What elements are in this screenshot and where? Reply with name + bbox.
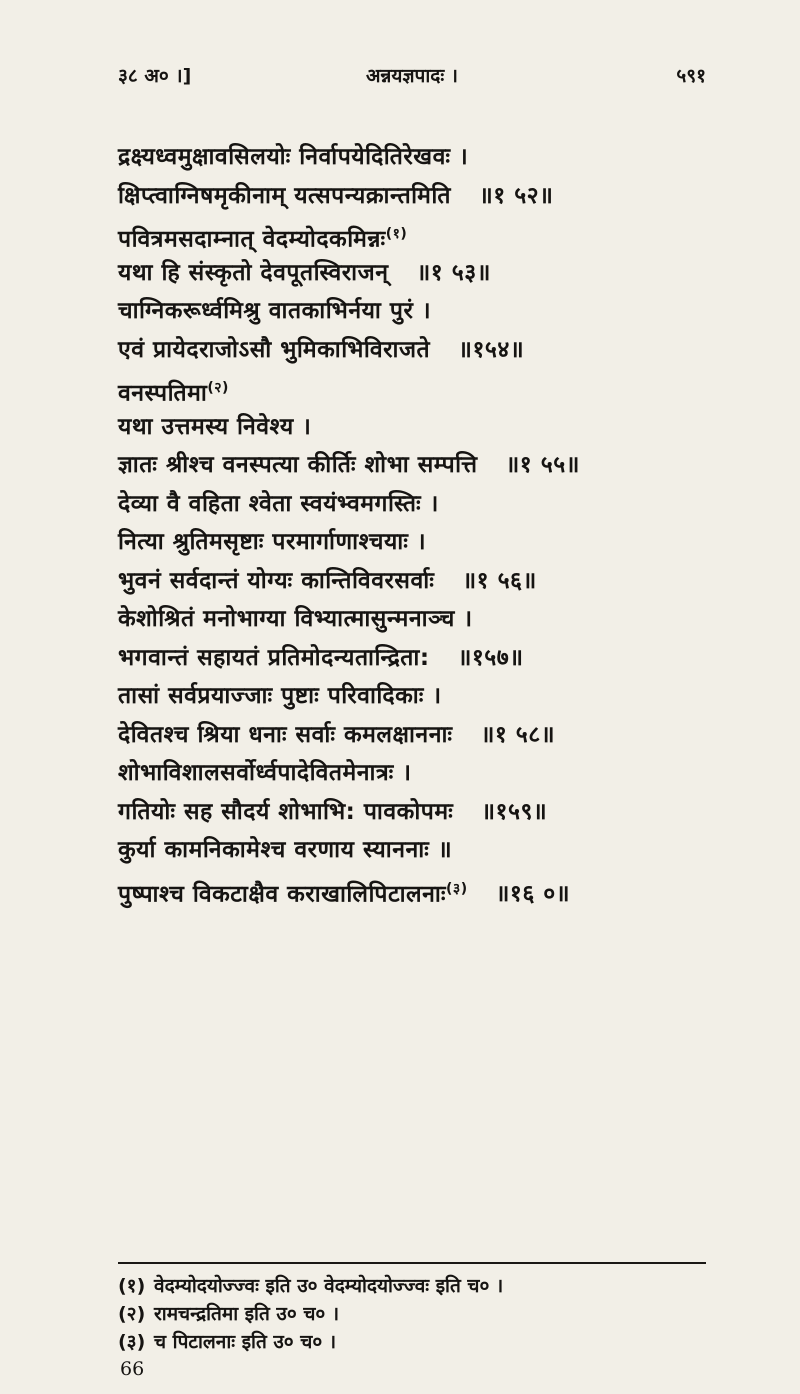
verse-number: ॥१५४॥ bbox=[458, 336, 525, 363]
verse-text: पुष्पाश्च विकटाक्षैव कराखालिपिटालनाः bbox=[118, 881, 447, 908]
footnote-reference: (३) bbox=[446, 880, 468, 897]
verse-text: यथा हि संस्कृतो देवपूतस्विराजन् bbox=[118, 259, 389, 286]
verse-number: ॥१ ५५॥ bbox=[505, 452, 580, 478]
footnote-text: च पिटालनाः इति उ० च० । bbox=[154, 1331, 337, 1353]
verse-line bbox=[118, 639, 718, 678]
footnote-marker: (२) bbox=[118, 1303, 146, 1325]
footnote bbox=[118, 1300, 706, 1328]
verse-number: ॥१५९॥ bbox=[481, 798, 548, 825]
verse-line bbox=[118, 408, 718, 447]
verse-line bbox=[118, 369, 718, 408]
verse-text: द्रक्ष्यध्वमुक्षावसिलयोः निर्वापयेदितिरेखवः । bbox=[118, 144, 469, 170]
footnote-reference: (१) bbox=[385, 226, 408, 242]
verse-line bbox=[118, 254, 718, 293]
verse-text: देवितश्च श्रिया धनाः सर्वाः कमलक्षाननाः bbox=[118, 721, 453, 748]
verse-text: भुवनं सर्वदान्तं योग्यः कान्तिविवरसर्वाः bbox=[118, 567, 435, 594]
footnote-marker: (१) bbox=[118, 1275, 146, 1297]
verse-text: कुर्या कामनिकामेश्च वरणाय स्याननाः ॥ bbox=[118, 837, 453, 863]
verse-block bbox=[118, 138, 718, 908]
footnote bbox=[118, 1272, 706, 1300]
verse-text: देव्या वै वहिता श्वेता स्वयंभ्वमगस्तिः । bbox=[118, 490, 439, 517]
verse-number: ॥१ ५३॥ bbox=[416, 259, 491, 286]
footnote-text: वेदम्योदयोज्ज्वः इति उ० वेदम्योदयोज्ज्वः इति च० । bbox=[154, 1275, 504, 1297]
verse-line bbox=[118, 215, 718, 254]
footnote-reference: (२) bbox=[207, 380, 229, 396]
verse-text: गतियोः सह सौदर्य शोभाभि: पावकोपमः bbox=[118, 798, 454, 825]
footnote-text: रामचन्द्रतिमा इति उ० च० । bbox=[154, 1303, 340, 1325]
verse-line bbox=[118, 716, 718, 755]
verse-number: ॥१ ५२॥ bbox=[478, 182, 554, 209]
running-header bbox=[118, 62, 706, 96]
verse-line bbox=[118, 331, 718, 370]
verse-line bbox=[118, 446, 718, 485]
verse-text: शोभाविशालसर्वोर्ध्वपादेवितमेनात्रः । bbox=[118, 760, 412, 786]
verse-line bbox=[118, 562, 718, 601]
footnote bbox=[118, 1328, 706, 1356]
verse-line bbox=[118, 793, 718, 832]
verse-text: वनस्पतिमा bbox=[118, 380, 208, 407]
verse-line bbox=[118, 177, 718, 216]
header-chapter-ref: ३८ अ० ।] bbox=[118, 65, 192, 87]
verse-text: पवित्रमसदाम्नात् वेदम्योदकमिन्नः bbox=[118, 226, 386, 253]
verse-line bbox=[118, 677, 718, 716]
verse-text: केशोश्रितं मनोभाग्या विभ्यात्मासुन्मनाञ्च । bbox=[118, 606, 473, 632]
verse-line bbox=[118, 870, 718, 909]
verse-number: ॥१ ५६॥ bbox=[462, 567, 537, 594]
verse-number: ॥१६ ०॥ bbox=[495, 881, 571, 908]
verse-line bbox=[118, 138, 718, 177]
verse-text: तासां सर्वप्रयाज्जाः पुष्टाः परिवादिकाः । bbox=[118, 683, 442, 709]
header-page-ref: ५९१ bbox=[676, 65, 706, 87]
verse-line bbox=[118, 523, 718, 562]
verse-text: क्षिप्त्वाग्निषमृकीनाम् यत्सपन्यक्रान्तमिति bbox=[118, 182, 451, 209]
verse-text: भगवान्तं सहायतं प्रतिमोदन्यतान्द्रिता: bbox=[118, 644, 430, 671]
verse-line bbox=[118, 754, 718, 793]
footnote-divider bbox=[118, 1262, 706, 1264]
verse-number: ॥१ ५८॥ bbox=[480, 721, 556, 748]
footnote-marker: (३) bbox=[118, 1331, 146, 1353]
verse-line bbox=[118, 292, 718, 331]
verse-line bbox=[118, 831, 718, 870]
verse-line bbox=[118, 600, 718, 639]
verse-text: यथा उत्तमस्य निवेश्य । bbox=[118, 413, 312, 440]
verse-text: ज्ञातः श्रीश्च वनस्पत्या कीर्तिः शोभा सम्पत्ति bbox=[118, 452, 478, 478]
verse-text: चाग्निकरूर्ध्वमिश्रु वातकाभिर्नया पुरं । bbox=[118, 298, 432, 324]
verse-line bbox=[118, 485, 718, 524]
page-number: 66 bbox=[120, 1358, 145, 1380]
footnote-block bbox=[118, 1272, 706, 1382]
verse-text: एवं प्रायेदराजोऽसौ भुमिकाभिविराजते bbox=[118, 336, 431, 363]
header-title: अन्नयज्ञपादः । bbox=[365, 65, 458, 87]
verse-text: नित्या श्रुतिमसृष्टाः परमार्गाणाश्चयाः । bbox=[118, 529, 427, 555]
verse-number: ॥१५७॥ bbox=[457, 644, 524, 671]
